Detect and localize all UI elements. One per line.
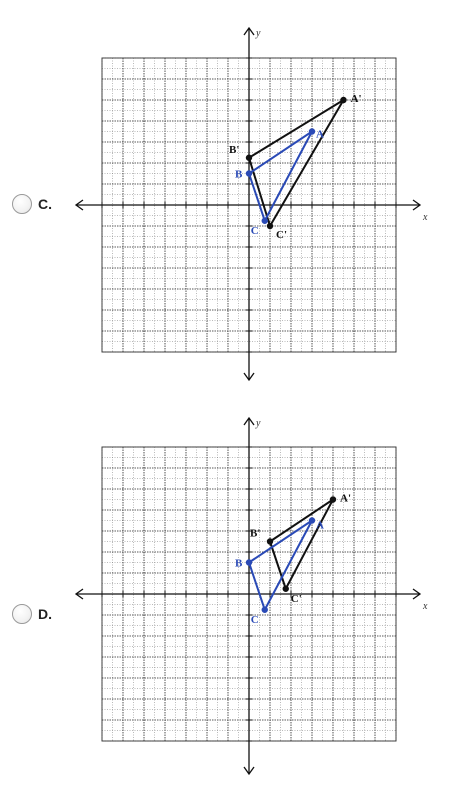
vertex-point-c-prime xyxy=(267,223,273,229)
answer-option-d xyxy=(0,408,460,787)
vertex-label-c-prime: C' xyxy=(290,592,302,605)
answer-option-c xyxy=(0,0,460,390)
vertex-label-c-prime: C' xyxy=(276,229,287,241)
y-axis-label: y xyxy=(256,418,261,429)
vertex-point-b xyxy=(246,559,252,565)
vertex-label-a-prime: A' xyxy=(350,93,362,105)
vertex-label-a: A xyxy=(316,128,324,141)
vertex-point-b-prime xyxy=(246,155,252,161)
vertex-point-b xyxy=(246,170,252,176)
vertex-point-c-prime xyxy=(283,586,289,592)
vertex-label-b: B xyxy=(235,557,243,570)
vertex-label-a-prime: A' xyxy=(340,492,351,505)
option-c-coordinate-graph xyxy=(0,0,460,390)
vertex-point-b-prime xyxy=(267,538,273,544)
y-axis-label: y xyxy=(256,28,261,39)
vertex-point-a-prime xyxy=(340,97,346,103)
x-axis-label: x xyxy=(423,212,428,223)
vertex-label-c: C xyxy=(250,224,259,237)
vertex-label-c: C xyxy=(250,613,259,626)
option-d-coordinate-graph xyxy=(0,408,460,787)
vertex-point-a xyxy=(309,128,315,134)
option-d-label: D. xyxy=(38,606,52,622)
vertex-label-b-prime: B' xyxy=(229,143,240,156)
vertex-point-a-prime xyxy=(330,496,336,502)
vertex-label-a: A xyxy=(316,519,324,532)
option-c-label: C. xyxy=(38,196,52,212)
vertex-label-b-prime: B' xyxy=(250,527,261,540)
x-axis-label: x xyxy=(423,601,428,612)
vertex-point-c xyxy=(262,218,268,224)
vertex-point-a xyxy=(309,517,315,523)
vertex-label-b: B xyxy=(235,168,243,181)
vertex-point-c xyxy=(262,607,268,613)
